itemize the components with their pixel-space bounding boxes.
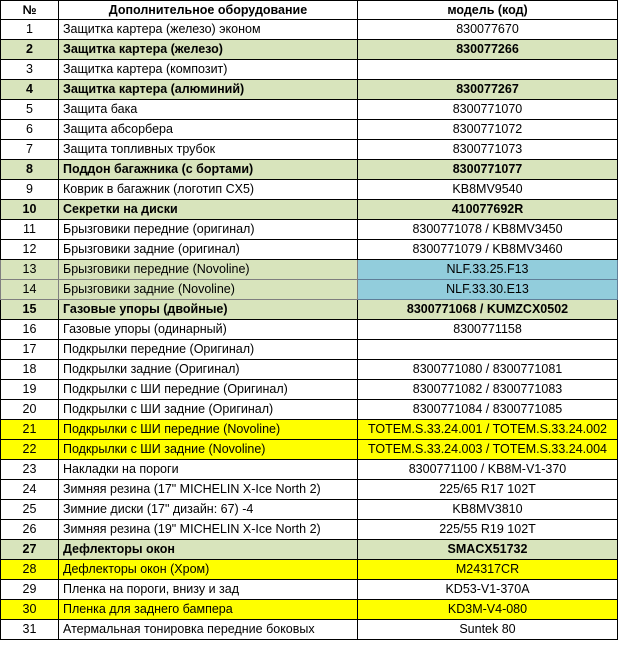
- row-num[interactable]: 21: [1, 420, 59, 440]
- table-row: [1, 460, 618, 480]
- row-num[interactable]: 27: [1, 540, 59, 560]
- table-row: [1, 140, 618, 160]
- row-equipment-name[interactable]: Секретки на диски: [59, 200, 358, 220]
- row-equipment-name[interactable]: Коврик в багажник (логотип CX5): [59, 180, 358, 200]
- row-num[interactable]: 6: [1, 120, 59, 140]
- table-row: [1, 260, 618, 280]
- table-row: [1, 480, 618, 500]
- row-num[interactable]: 8: [1, 160, 59, 180]
- row-model-code[interactable]: 8300771070: [358, 100, 618, 120]
- row-model-code[interactable]: NLF.33.25.F13: [358, 260, 618, 280]
- row-num[interactable]: 26: [1, 520, 59, 540]
- row-model-code[interactable]: KD3M-V4-080: [358, 600, 618, 620]
- row-equipment-name[interactable]: Подкрылки с ШИ задние (Оригинал): [59, 400, 358, 420]
- row-model-code[interactable]: 8300771079 / KB8MV3460: [358, 240, 618, 260]
- table-row: [1, 500, 618, 520]
- table-row: [1, 600, 618, 620]
- row-equipment-name[interactable]: Пленка на пороги, внизу и зад: [59, 580, 358, 600]
- row-equipment-name[interactable]: Газовые упоры (одинарный): [59, 320, 358, 340]
- table-row: [1, 320, 618, 340]
- row-equipment-name[interactable]: Накладки на пороги: [59, 460, 358, 480]
- row-model-code[interactable]: 8300771078 / KB8MV3450: [358, 220, 618, 240]
- table-row: [1, 400, 618, 420]
- row-num[interactable]: 15: [1, 300, 59, 320]
- row-equipment-name[interactable]: Газовые упоры (двойные): [59, 300, 358, 320]
- row-model-code[interactable]: TOTEM.S.33.24.001 / TOTEM.S.33.24.002: [358, 420, 618, 440]
- row-equipment-name[interactable]: Дефлекторы окон (Хром): [59, 560, 358, 580]
- table-row: [1, 100, 618, 120]
- table-row: [1, 360, 618, 380]
- row-model-code[interactable]: 8300771072: [358, 120, 618, 140]
- row-equipment-name[interactable]: Защитка картера (композит): [59, 60, 358, 80]
- row-model-code[interactable]: 410077692R: [358, 200, 618, 220]
- row-num[interactable]: 31: [1, 620, 59, 640]
- row-model-code[interactable]: 8300771068 / KUMZCX0502: [358, 300, 618, 320]
- table-row: [1, 240, 618, 260]
- table-row: [1, 40, 618, 60]
- table-row: [1, 540, 618, 560]
- row-num[interactable]: 25: [1, 500, 59, 520]
- row-model-code[interactable]: KB8MV3810: [358, 500, 618, 520]
- row-model-code[interactable]: M24317CR: [358, 560, 618, 580]
- row-num[interactable]: 11: [1, 220, 59, 240]
- row-num[interactable]: 17: [1, 340, 59, 360]
- table-row: [1, 80, 618, 100]
- row-model-code[interactable]: [358, 340, 618, 360]
- table-row: [1, 420, 618, 440]
- row-model-code[interactable]: 830077267: [358, 80, 618, 100]
- row-model-code[interactable]: 8300771080 / 8300771081: [358, 360, 618, 380]
- table-row: [1, 340, 618, 360]
- table-row: [1, 60, 618, 80]
- row-num[interactable]: 10: [1, 200, 59, 220]
- row-num[interactable]: 28: [1, 560, 59, 580]
- row-model-code[interactable]: KB8MV9540: [358, 180, 618, 200]
- row-num[interactable]: 16: [1, 320, 59, 340]
- row-equipment-name[interactable]: Защитка картера (алюминий): [59, 80, 358, 100]
- row-equipment-name[interactable]: Зимние диски (17" дизайн: 67) -4: [59, 500, 358, 520]
- row-equipment-name[interactable]: Защита абсорбера: [59, 120, 358, 140]
- table-row: [1, 120, 618, 140]
- table-row: [1, 380, 618, 400]
- row-num[interactable]: 30: [1, 600, 59, 620]
- row-num[interactable]: 2: [1, 40, 59, 60]
- table-row: [1, 580, 618, 600]
- row-equipment-name[interactable]: Зимняя резина (19" MICHELIN X-Ice North 2): [59, 520, 358, 540]
- row-num[interactable]: 9: [1, 180, 59, 200]
- row-equipment-name[interactable]: Брызговики передние (Novoline): [59, 260, 358, 280]
- row-model-code[interactable]: 8300771100 / KB8M-V1-370: [358, 460, 618, 480]
- table-row: [1, 440, 618, 460]
- row-equipment-name[interactable]: Брызговики задние (Novoline): [59, 280, 358, 300]
- row-equipment-name[interactable]: Защита топливных трубок: [59, 140, 358, 160]
- header-name[interactable]: Дополнительное оборудование: [59, 1, 358, 20]
- row-equipment-name[interactable]: Подкрылки передние (Оригинал): [59, 340, 358, 360]
- row-equipment-name[interactable]: Дефлекторы окон: [59, 540, 358, 560]
- row-model-code[interactable]: 8300771073: [358, 140, 618, 160]
- table-row: [1, 160, 618, 180]
- row-num[interactable]: 1: [1, 20, 59, 40]
- row-equipment-name[interactable]: Атермальная тонировка передние боковых: [59, 620, 358, 640]
- row-model-code[interactable]: 830077266: [358, 40, 618, 60]
- row-num[interactable]: 4: [1, 80, 59, 100]
- row-num[interactable]: 19: [1, 380, 59, 400]
- header-code[interactable]: модель (код): [358, 1, 618, 20]
- row-num[interactable]: 24: [1, 480, 59, 500]
- row-equipment-name[interactable]: Подкрылки с ШИ передние (Оригинал): [59, 380, 358, 400]
- row-num[interactable]: 18: [1, 360, 59, 380]
- row-model-code[interactable]: 8300771158: [358, 320, 618, 340]
- row-equipment-name[interactable]: Поддон багажника (с бортами): [59, 160, 358, 180]
- row-equipment-name[interactable]: Защита бака: [59, 100, 358, 120]
- row-equipment-name[interactable]: Подкрылки с ШИ передние (Novoline): [59, 420, 358, 440]
- row-equipment-name[interactable]: Пленка для заднего бампера: [59, 600, 358, 620]
- row-model-code[interactable]: KD53-V1-370A: [358, 580, 618, 600]
- row-equipment-name[interactable]: Брызговики задние (оригинал): [59, 240, 358, 260]
- row-equipment-name[interactable]: Подкрылки с ШИ задние (Novoline): [59, 440, 358, 460]
- row-model-code[interactable]: 830077670: [358, 20, 618, 40]
- table-row: [1, 620, 618, 640]
- row-model-code[interactable]: NLF.33.30.E13: [358, 280, 618, 300]
- row-num[interactable]: 20: [1, 400, 59, 420]
- row-model-code[interactable]: 225/65 R17 102T: [358, 480, 618, 500]
- row-num[interactable]: 3: [1, 60, 59, 80]
- table-row: [1, 180, 618, 200]
- row-equipment-name[interactable]: Зимняя резина (17" MICHELIN X-Ice North 2): [59, 480, 358, 500]
- row-equipment-name[interactable]: Брызговики передние (оригинал): [59, 220, 358, 240]
- table-row: [1, 520, 618, 540]
- row-equipment-name[interactable]: Защитка картера (железо) эконом: [59, 20, 358, 40]
- table-body: [1, 20, 618, 640]
- row-model-code[interactable]: Suntek 80: [358, 620, 618, 640]
- row-num[interactable]: 13: [1, 260, 59, 280]
- table-row: [1, 300, 618, 320]
- row-model-code[interactable]: 8300771082 / 8300771083: [358, 380, 618, 400]
- row-num[interactable]: 5: [1, 100, 59, 120]
- table-row: [1, 20, 618, 40]
- row-model-code[interactable]: 8300771077: [358, 160, 618, 180]
- row-model-code[interactable]: TOTEM.S.33.24.003 / TOTEM.S.33.24.004: [358, 440, 618, 460]
- row-model-code[interactable]: [358, 60, 618, 80]
- row-equipment-name[interactable]: Подкрылки задние (Оригинал): [59, 360, 358, 380]
- header-row: [1, 1, 618, 20]
- row-model-code[interactable]: 225/55 R19 102T: [358, 520, 618, 540]
- row-num[interactable]: 14: [1, 280, 59, 300]
- table-row: [1, 560, 618, 580]
- row-model-code[interactable]: 8300771084 / 8300771085: [358, 400, 618, 420]
- row-model-code[interactable]: SMACX51732: [358, 540, 618, 560]
- row-equipment-name[interactable]: Защитка картера (железо): [59, 40, 358, 60]
- header-num[interactable]: №: [1, 1, 59, 20]
- row-num[interactable]: 29: [1, 580, 59, 600]
- row-num[interactable]: 22: [1, 440, 59, 460]
- row-num[interactable]: 7: [1, 140, 59, 160]
- table-row: [1, 280, 618, 300]
- row-num[interactable]: 23: [1, 460, 59, 480]
- row-num[interactable]: 12: [1, 240, 59, 260]
- table-row: [1, 220, 618, 240]
- table-row: [1, 200, 618, 220]
